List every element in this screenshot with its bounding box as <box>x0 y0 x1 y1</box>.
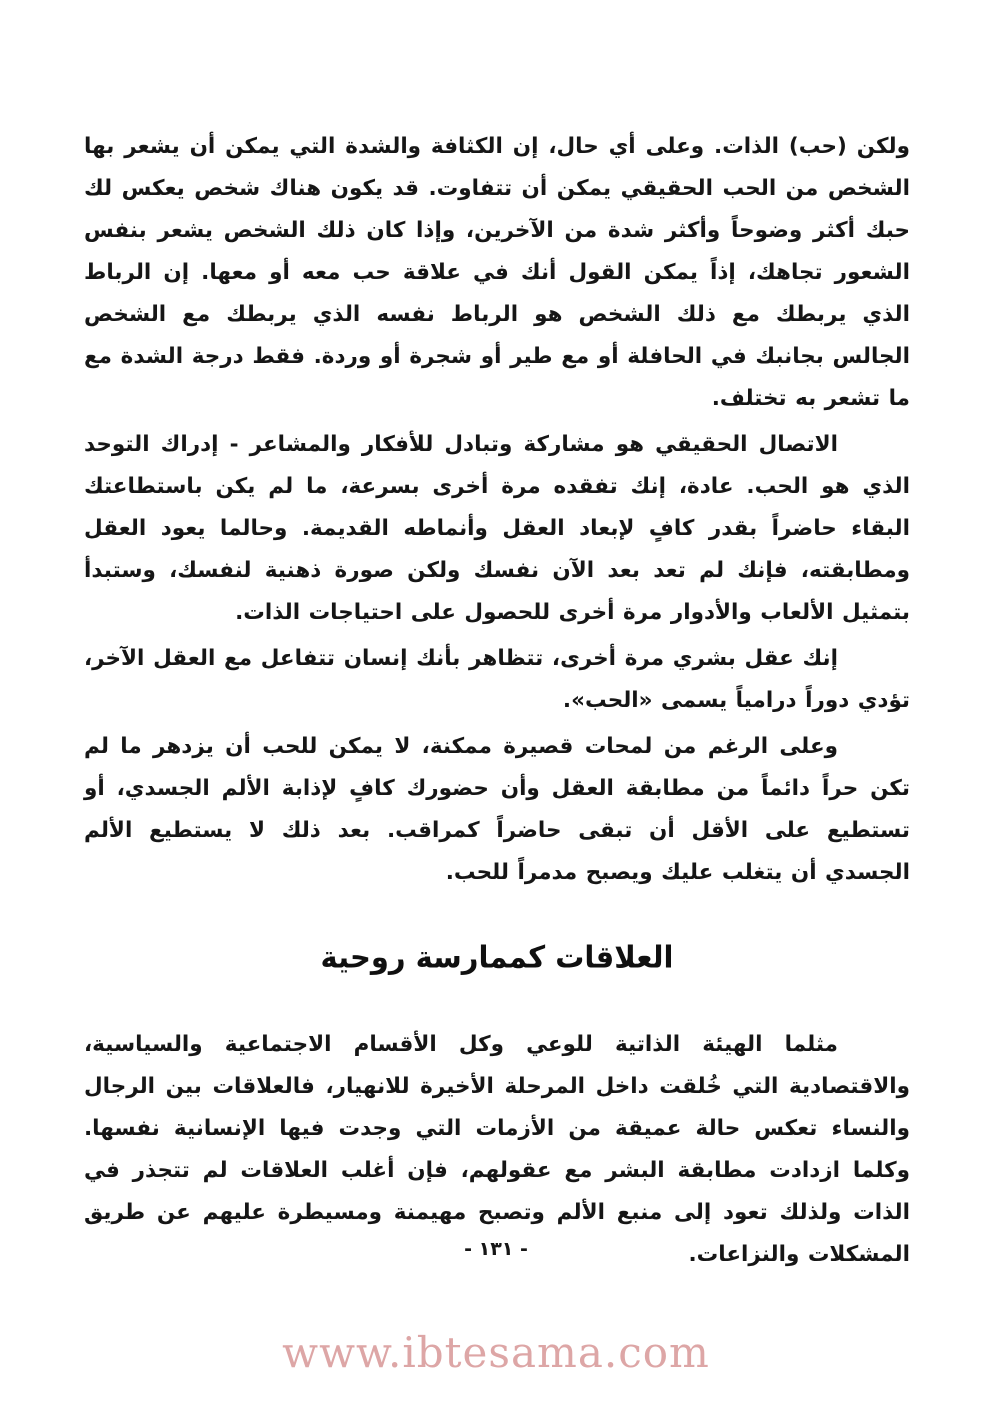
body-paragraph: وعلى الرغم من لمحات قصيرة ممكنة، لا يمكن للحب أن يزدهر ما لم تكن حراً دائماً من مطابقة العقل وأن حضورك كافٍ لإذابة الألم الجسدي، أو تستطيع على الأقل أن تبقى حاضراً كمراقب. بعد ذلك لا يستطيع الألم الجسدي أن يتغلب عليك ويصبح مدمراً للحب. <box>84 734 910 885</box>
body-paragraph: مثلما الهيئة الذاتية للوعي وكل الأقسام الاجتماعية والسياسية، والاقتصادية التي خُلقت داخل المرحلة الأخيرة للانهيار، فالعلاقات بين الرجال والنساء تعكس حالة عميقة من الأزمات التي وجدت فيها الإنسانية نفسها. وكلما ازدادت مطابقة البشر مع عقولهم، فإن أغلب العلاقات لم تتجذر في الذات ولذلك تعود إلى منبع الألم وتصبح مهيمنة ومسيطرة عليهم عن طريق المشكلات والنزاعات. <box>84 1032 910 1267</box>
body-paragraph: إنك عقل بشري مرة أخرى، تتظاهر بأنك إنسان تتفاعل مع العقل الآخر، تؤدي دوراً درامياً يسمى «الحب». <box>84 646 910 713</box>
text-block <box>84 126 910 1280</box>
section-heading: العلاقات كممارسة روحية <box>320 939 674 975</box>
page-number: - ١٣١ - <box>464 1238 528 1260</box>
body-paragraph: الاتصال الحقيقي هو مشاركة وتبادل للأفكار والمشاعر - إدراك التوحد الذي هو الحب. عادة، إنك تفقده مرة أخرى بسرعة، ما لم يكن باستطاعتك البقاء حاضراً بقدر كافٍ لإبعاد العقل وأنماطه القديمة. وحالما يعود العقل ومطابقته، فإنك لم تعد بعد الآن نفسك ولكن صورة ذهنية لنفسك، وستبدأ بتمثيل الألعاب والأدوار مرة أخرى للحصول على احتياجات الذات. <box>84 432 910 625</box>
body-paragraph-continuation: ولكن (حب) الذات. وعلى أي حال، إن الكثافة والشدة التي يمكن أن يشعر بها الشخص من الحب الحقيقي يمكن أن تتفاوت. قد يكون هناك شخص يعكس لك حبك أكثر وضوحاً وأكثر شدة من الآخرين، وإذا كان ذلك الشخص يشعر بنفس الشعور تجاهك، إذاً يمكن القول أنك في علاقة حب معه أو معها. إن الرباط الذي يربطك مع ذلك الشخص هو الرباط نفسه الذي يربطك مع الشخص الجالس بجانبك في الحافلة أو مع طير أو شجرة أو وردة. فقط درجة الشدة مع ما تشعر به تختلف. <box>84 134 910 411</box>
watermark: www.ibtesama.com <box>282 1328 710 1377</box>
